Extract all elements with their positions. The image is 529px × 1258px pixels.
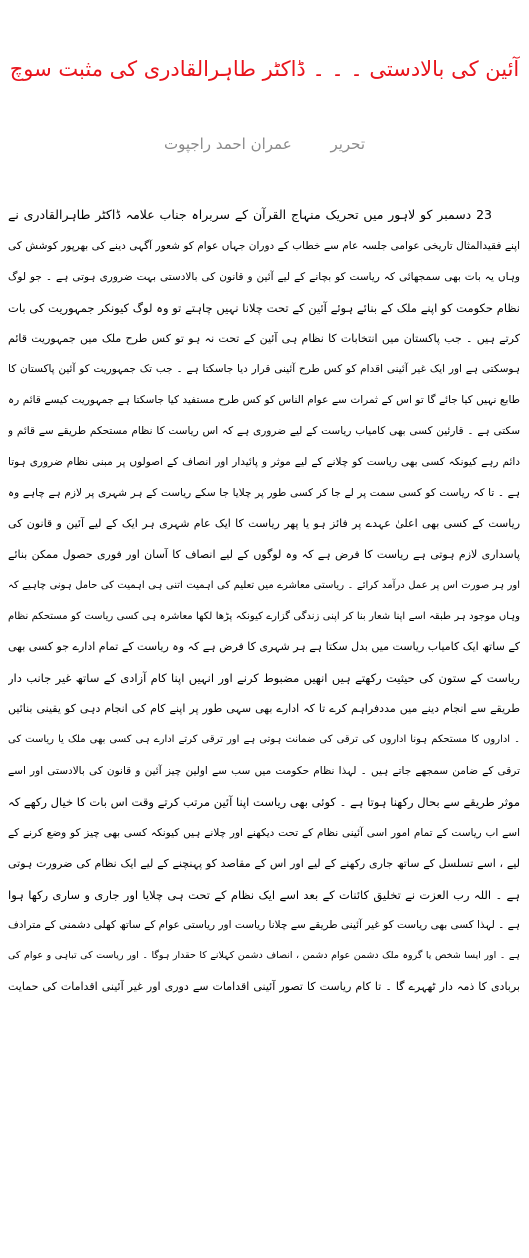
- article-line: کرتے ہیں ۔ جب پاکستان میں انتخابات کا نظام ہی آئین کے تحت نہ ہو تو کس طرح ملک میں جمہوریت قائم: [8, 331, 520, 345]
- article-line: ترقی کے ضامن سمجھے جاتے ہیں ۔ لہذا نظام حکومت میں سب سے اولین چیز آئین و قانون کی بالادستی اور اسے: [8, 765, 520, 778]
- article-line: موثر طریقے سے بحال رکھنا ہوتا ہے ۔ کوئی بھی ریاست اپنا آئین مرتب کرتے وقت اس بات کا خیال رکھے کہ: [8, 794, 520, 809]
- article-line: اپنے فقیدالمثال تاریخی عوامی جلسہ عام سے خطاب کے دوران جہاں عوام کو شعور آگہی دینے کی بھرپور کوشش کی: [8, 239, 520, 252]
- article-line: طریقے سے انجام دینے میں مددفراہم کرے تا کہ ادارے بھی سہی طور پر اپنے کام کی انجام دہی کو یقینی بنائیں: [8, 702, 520, 716]
- article-line: پاسداری لازم ہوتی ہے ریاست کا فرض ہے کہ وہ لوگوں کے لیے انصاف کا آسان اور فوری حصول ممکن بنائے: [8, 547, 520, 561]
- article-line: ہے ۔ تا کہ ریاست کو کسی سمت پر لے جا کر کسی طور پر چلایا جا سکے ریاست کے ہر شہری پر لازم ہے چاہے وہ: [8, 487, 520, 500]
- article-line: ۔ اداروں کا مستحکم ہونا اداروں کی ترقی کی ضمانت ہوتی ہے اور ترقی کرتے ادارے ہی کسی بھی ملک یا ریاست کی: [8, 734, 520, 746]
- article-line: اور ہر صورت اس پر عمل درآمد کرائے ۔ ریاستی معاشرے میں تعلیم کی اہمیت اتنی ہی اہمیت کی حامل ہونی چاہیے کہ: [8, 579, 520, 591]
- article-line: ہے ۔ اللہ رب العزت نے تخلیق کائنات کے بعد اسے ایک نظام کے تحت ہی چلایا اور جاری و ساری رکھا ہوا: [8, 887, 520, 902]
- article-line: ریاست کے ستون کی حیثیت رکھتے ہیں انھیں مضبوط کرنے اور انہیں اپنا کام آزادی کے ساتھ غیر جانب دار: [8, 671, 520, 686]
- author-name: عمران احمد راجپوت: [163, 135, 292, 153]
- byline-label: تحریر: [330, 135, 366, 153]
- article-line: وہاں موجود ہر طبقہ اسے اپنا شعار بنا کر اپنی زندگی گزارے کیونکہ پڑھا لکھا معاشرہ ہی کسی ریاست کو مستحکم نظام: [8, 610, 520, 622]
- article-line: ہے ۔ لہذا کسی بھی ریاست کو غیر آئینی طریقے سے چلانا ریاست اور ریاستی عوام کے ساتھ کھلی دشمنی کے مترادف: [8, 919, 520, 932]
- article-line: ریاست کے کسی بھی اعلیٰ عہدے پر فائز ہو یا پھر ریاست کا ایک عام شہری ہر ایک کے لیے آئین و قانون کی: [8, 516, 520, 530]
- article-line: وہاں یہ بات بھی سمجھائی کہ ریاست کو بچانے کے لیے آئین و قانون کی بالادستی بہت ضروری ہوتی ہے ۔ جو لوگ: [8, 270, 520, 283]
- article-line: کے ساتھ ایک کامیاب ریاست میں بدل سکتا ہے ہر شہری کا فرض ہے کہ وہ ریاست کے تمام ادارے جو کسی بھی: [8, 640, 520, 654]
- article-line: ہوسکتی ہے اور ایک غیر آئینی اقدام کو کس طرح آئینی قرار دیا جاسکتا ہے ۔ جب تک جمہوریت کو آئین پاکستان کا: [8, 363, 520, 376]
- article-line: ہے ۔ اور ایسا شخص یا گروہ ملک دشمن عوام دشمن ، انصاف دشمن کہلانے کا حقدار ہوگا ۔ اور ریاست کی تباہی و عوام کی: [8, 950, 520, 962]
- article-line: لیے ، اسے تسلسل کے ساتھ جاری رکھنے کے لیے اور اس کے مقاصد کو پہنچنے کے لیے ایک نظام کی ضرورت ہوتی: [8, 856, 520, 870]
- article-line: طابع نہیں کیا جائے گا تو اس کے ثمرات سے عوام الناس کو کس طرح مستفید کیا جاسکتا ہے جمہوریت کیسے قائم رہ: [8, 394, 520, 407]
- article-line: دائم رہے کیونکہ کسی بھی ریاست کو چلانے کے لیے موثر و پائیدار اور انصاف کے اصولوں پر مبنی نظام ضروری ہوتا: [8, 456, 520, 469]
- article-line: نظام حکومت کو اپنے ملک کے بنائے ہوئے آئین کے تحت چلانا نہیں چاہتے تو وہ لوگ کیونکر جمہوریت کی بات: [8, 300, 520, 315]
- article-body: [8, 200, 520, 1003]
- byline: [0, 132, 529, 156]
- article-title: آئین کی بالادستی ۔ ۔ ۔ ڈاکٹر طاہرالقادری کی مثبت سوچ: [9, 57, 520, 81]
- article-line: اسے اب ریاست کے تمام امور اسی آئینی نظام کے تحت دیکھنے اور چلانے ہیں کیونکہ کسی بھی چیز کو وضع کرنے کے: [8, 826, 520, 839]
- article-line: 23 دسمبر کو لاہور میں تحریک منہاج القرآن کے سربراہ جناب علامہ ڈاکٹر طاہرالقادری نے: [8, 207, 492, 222]
- article-line: بربادی کا ذمہ دار ٹھہرے گا ۔ تا کام ریاست کا تصور آئینی اقدامات سے دوری اور غیر آئینی اقدامات کی حمایت: [8, 980, 520, 994]
- article-line: سکتی ہے ۔ قارئین کسی بھی کامیاب ریاست کے لیے ضروری ہے کہ اس ریاست کا نظام مستحکم طریقے سے قائم و: [8, 425, 520, 438]
